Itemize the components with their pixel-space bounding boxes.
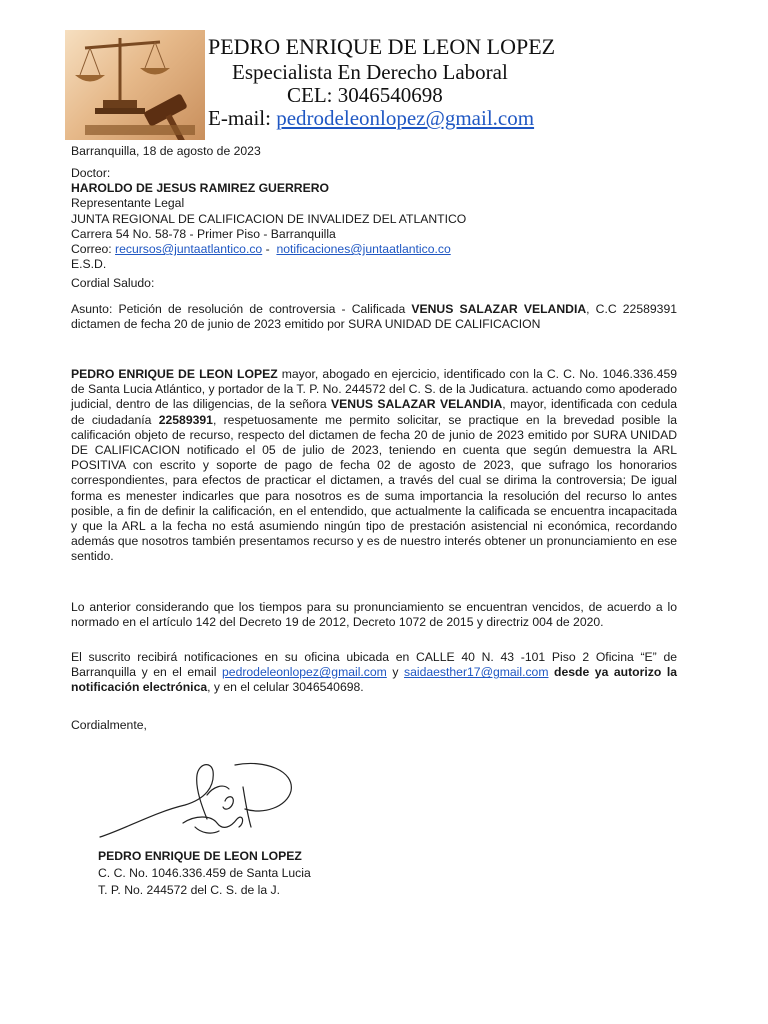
p3-email-link-2[interactable]: saidaesther17@gmail.com <box>404 665 549 680</box>
p1-client-id: 22589391 <box>158 412 213 427</box>
recipient-address: Carrera 54 No. 58-78 - Primer Piso - Barranquilla <box>71 226 336 241</box>
paragraph-deadlines: Lo anterior considerando que los tiempos para su pronunciamiento se encuentran vencidos, de acuerdo a lo normado en el artículo 142 del Decreto 19 de 2012, Decreto 1072 de 2015 y directriz 004 de 2020. <box>71 600 677 630</box>
header-name: PEDRO ENRIQUE DE LEON LOPEZ <box>208 34 556 59</box>
subject-paragraph <box>71 302 677 332</box>
header-specialty: Especialista En Derecho Laboral <box>232 60 508 84</box>
recipient-block <box>71 166 677 272</box>
subject-suffix: , C.C 22589391 dictamen de fecha 20 de junio de 2023 emitido por SURA UNIDAD DE CALIFICACION <box>71 302 678 332</box>
subject-client-name: VENUS SALAZAR VELANDIA <box>411 302 587 316</box>
correo-label: Correo: <box>71 242 112 257</box>
subject-prefix: Asunto: Petición de resolución de controversia - Calificada <box>71 302 412 316</box>
greeting: Cordial Saludo: <box>71 276 155 290</box>
closing: Cordialmente, <box>71 718 147 732</box>
p3-text-b: y <box>386 665 405 680</box>
p1-text-c: , respetuosamente me permito solicitar, se practique en la brevedad posible la calificación objeto de recurso, respecto del dictamen de fecha 20 de junio de 2023 emitido por SURA UNIDAD DE CALIFICACION notificado el 05 de julio de 2023, teniendo en cuenta que según demuestra la ARL POSITIVA con escrito y soporte de pago de fecha 02 de agosto de 2023, que sufrago los honorarios correspondientes, para efectos de practicar el dictamen, a través del cual se dirima la controversia; De igual forma es menester indicarles que para nosotros es de suma importancia la resolución del recurso lo antes posible, a fin de definir la calificación, en el entendido, que actualmente la calificada se encuentra incapacitada y que la ARL a la fecha no está asumiendo ningún tipo de prestación asistencial ni económica, recordando además que nosotros también presentamos recurso y es de nuestro interés obtener un pronunciamiento en ese sentido. <box>71 412 677 564</box>
law-logo-scales-gavel-icon <box>65 30 205 140</box>
header-email-link[interactable]: pedrodeleonlopez@gmail.com <box>276 106 535 130</box>
p1-attorney-name: PEDRO ENRIQUE DE LEON LOPEZ <box>71 367 278 381</box>
p3-text-a: El suscrito recibirá notificaciones en su oficina ubicada en CALLE 40 N. 43 -101 Piso 2 Oficina “E” de Barranquilla y en el email <box>71 650 677 680</box>
p1-text-b: , mayor, identificada con cedula de ciudadanía <box>71 397 678 427</box>
main-paragraph <box>71 367 677 565</box>
signature-cc: C. C. No. 1046.336.459 de Santa Lucia <box>98 866 311 880</box>
salutation-title: Doctor: <box>71 166 111 180</box>
header-email-label: E-mail: <box>208 106 271 130</box>
esd: E.S.D. <box>71 257 107 272</box>
p3-text-c: , y en el celular 3046540698. <box>207 680 364 695</box>
recipient-name: HAROLDO DE JESUS RAMIREZ GUERRERO <box>71 181 329 196</box>
correo-link-1[interactable]: recursos@juntaatlantico.co <box>115 242 263 257</box>
header-phone: CEL: 3046540698 <box>287 83 443 107</box>
handwritten-signature <box>95 757 305 847</box>
p3-email-link-1[interactable]: pedrodeleonlopez@gmail.com <box>222 665 387 680</box>
recipient-org: JUNTA REGIONAL DE CALIFICACION DE INVALIDEZ DEL ATLANTICO <box>71 211 467 226</box>
correo-link-2[interactable]: notificaciones@juntaatlantico.co <box>276 242 451 257</box>
scales-of-justice-icon <box>65 30 205 140</box>
letter-date: Barranquilla, 18 de agosto de 2023 <box>71 144 261 158</box>
p1-text-a: mayor, abogado en ejercicio, identificado con la C. C. No. 1046.336.459 de Santa Lucia Atlántico, y portador de la T. P. No. 244572 del C. S. de la Judicatura. actuando como apoderado judicial, dentro de las diligencias, de la señora <box>71 367 678 412</box>
p3-authorization: desde ya autorizo la notificación electrónica <box>71 665 678 695</box>
signature-block <box>98 848 311 899</box>
paragraph-notifications <box>71 650 677 696</box>
p1-client-name: VENUS SALAZAR VELANDIA <box>331 397 503 412</box>
header-email-line <box>208 106 534 131</box>
recipient-role: Representante Legal <box>71 196 185 211</box>
recipient-email-line <box>71 242 677 257</box>
correo-separator: - <box>262 242 277 257</box>
signature-name: PEDRO ENRIQUE DE LEON LOPEZ <box>98 849 302 863</box>
signature-tp: T. P. No. 244572 del C. S. de la J. <box>98 883 281 897</box>
